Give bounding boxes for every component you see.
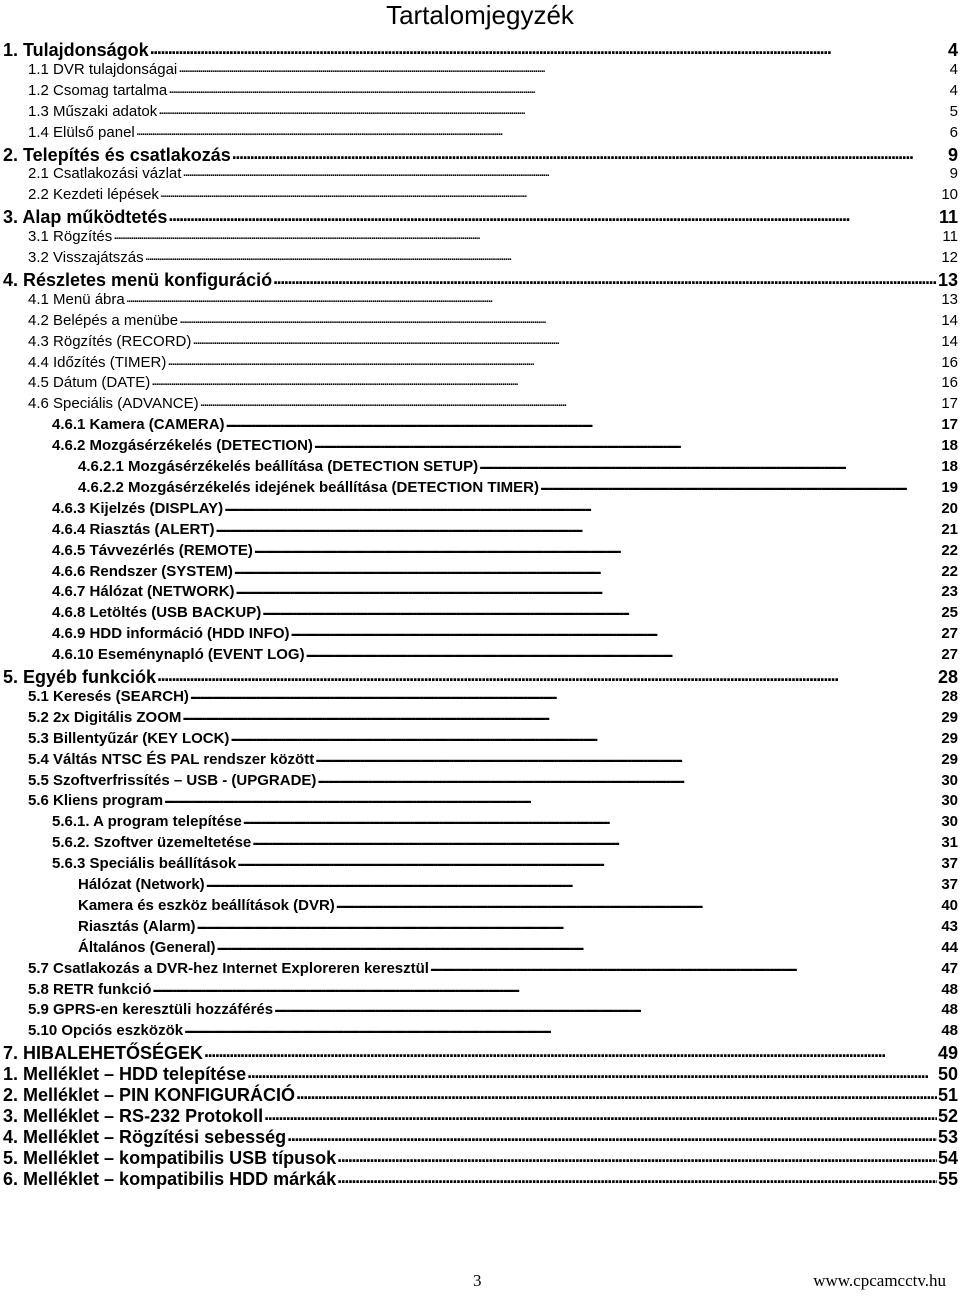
toc-entry-label: 4.6.2.2 Mozgásérzékelés idejének beállítása (DETECTION TIMER): [78, 478, 539, 496]
toc-entry-page: 10: [941, 186, 958, 204]
toc-entry[interactable]: [3, 1167, 958, 1187]
toc-entry-label: 5.6.1. A program telepítése: [52, 813, 242, 831]
toc-entry-page: 53: [937, 1126, 958, 1147]
toc-dot-leader: [152, 979, 940, 994]
toc-dot-leader: [167, 352, 940, 367]
toc-entry-label: 4.6 Speciális (ADVANCE): [28, 395, 199, 413]
toc-dot-leader: [262, 602, 940, 617]
toc-dot-leader: [315, 749, 940, 764]
toc-dot-leader: [237, 853, 940, 868]
toc-entry-page: 28: [937, 667, 958, 687]
toc-dot-leader: [157, 665, 937, 683]
toc-entry[interactable]: [28, 184, 958, 204]
toc-entry-label: 1.2 Csomag tartalma: [28, 81, 168, 99]
toc-entry-page: 9: [949, 165, 958, 183]
toc-entry[interactable]: [28, 728, 958, 748]
toc-dot-leader: [296, 1083, 937, 1101]
toc-entry-page: 47: [941, 959, 958, 977]
toc-entry-page: 14: [941, 332, 958, 350]
toc-entry-page: 30: [941, 771, 958, 789]
toc-entry-label: 4.6.2 Mozgásérzékelés (DETECTION): [52, 437, 313, 455]
toc-dot-leader: [287, 1125, 937, 1143]
toc-entry[interactable]: [3, 665, 958, 685]
toc-entry[interactable]: [28, 686, 958, 706]
toc-entry-label: 4.4 Időzítés (TIMER): [28, 353, 167, 371]
toc-entry-label: 2. Melléklet – PIN KONFIGURÁCIÓ: [3, 1085, 296, 1105]
toc-entry-label: 1.3 Műszaki adatok: [28, 102, 158, 120]
toc-entry-page: 16: [941, 374, 958, 392]
toc-entry-page: 20: [941, 499, 958, 517]
toc-entry[interactable]: [28, 999, 958, 1019]
toc-entry-label: 4. Részletes menü konfiguráció: [3, 269, 273, 290]
toc-entry[interactable]: [78, 456, 958, 476]
toc-entry-page: 14: [941, 311, 958, 329]
toc-entry-page: 5: [949, 102, 958, 120]
toc-entry-page: 19: [941, 478, 958, 496]
toc-entry-page: 43: [941, 917, 958, 935]
toc-entry[interactable]: [3, 205, 958, 228]
footer-url: www.cpcamcctv.hu: [813, 1271, 946, 1290]
toc-entry-label: 1.4 Elülső panel: [28, 123, 135, 141]
toc-entry-page: 37: [941, 855, 958, 873]
page-title: Tartalomjegyzék: [386, 0, 574, 30]
toc-entry[interactable]: [3, 1083, 958, 1103]
toc-entry[interactable]: [28, 101, 958, 121]
toc-entry-page: 28: [941, 687, 958, 705]
toc-dot-leader: [158, 101, 948, 116]
toc-entry-label: 4.6.10 Eseménynapló (EVENT LOG): [52, 646, 305, 664]
toc-entry[interactable]: [3, 1104, 958, 1124]
toc-entry-label: 4.6.9 HDD információ (HDD INFO): [52, 625, 290, 643]
toc-entry-label: 4.6.8 Letöltés (USB BACKUP): [52, 604, 262, 622]
toc-entry-label: 3.1 Rögzítés: [28, 228, 113, 246]
toc-dot-leader: [168, 205, 938, 223]
toc-dot-leader: [145, 247, 941, 262]
toc-entry-page: 13: [937, 269, 958, 290]
toc-entry[interactable]: [3, 38, 958, 58]
toc-entry-label: 4.6.4 Riasztás (ALERT): [52, 520, 215, 538]
toc-dot-leader: [150, 38, 947, 56]
toc-entry-page: 27: [941, 625, 958, 643]
toc-entry-label: 5.6.2. Szoftver üzemeltetése: [52, 834, 252, 852]
toc-entry[interactable]: [28, 958, 958, 978]
toc-entry-page: 48: [941, 1022, 958, 1040]
toc-entry-label: 4.6.1 Kamera (CAMERA): [52, 416, 225, 434]
toc-dot-leader: [430, 958, 940, 973]
toc-dot-leader: [197, 916, 941, 931]
toc-entry-label: 2.1 Csatlakozási vázlat: [28, 165, 182, 183]
toc-entry[interactable]: [52, 623, 958, 643]
toc-dot-leader: [337, 1146, 937, 1164]
toc-dot-leader: [306, 644, 941, 659]
toc-entry-label: 4.6.6 Rendszer (SYSTEM): [52, 562, 233, 580]
toc-entry-label: 7. HIBALEHETŐSÉGEK: [3, 1043, 204, 1064]
toc-entry[interactable]: [28, 979, 958, 999]
toc-entry[interactable]: [3, 1062, 958, 1085]
toc-dot-leader: [126, 289, 941, 304]
toc-entry-page: 9: [947, 144, 958, 165]
toc-entry-label: 5.3 Billentyűzár (KEY LOCK): [28, 729, 230, 747]
toc-entry-page: 11: [942, 228, 958, 246]
toc-dot-leader: [113, 226, 941, 241]
toc-entry-page: 12: [941, 249, 958, 266]
toc-entry[interactable]: [78, 937, 958, 957]
toc-entry-label: 4.2 Belépés a menübe: [28, 311, 179, 329]
toc-entry-page: 29: [941, 729, 958, 747]
toc-dot-leader: [164, 790, 940, 805]
toc-entry[interactable]: [78, 895, 958, 915]
toc-entry[interactable]: [52, 540, 958, 560]
toc-entry-page: 4: [949, 81, 958, 99]
toc-dot-leader: [252, 832, 940, 847]
toc-dot-leader: [216, 519, 941, 534]
toc-entry[interactable]: [3, 143, 958, 163]
toc-entry[interactable]: [52, 435, 958, 455]
toc-entry-label: 4. Melléklet – Rögzítési sebesség: [3, 1126, 287, 1147]
toc-entry-label: 4.6.7 Hálózat (NETWORK): [52, 583, 235, 601]
toc-entry-label: 4.3 Rögzítés (RECORD): [28, 332, 192, 350]
toc-entry[interactable]: [52, 853, 958, 873]
toc-entry[interactable]: [28, 331, 958, 351]
toc-entry[interactable]: [28, 122, 958, 142]
toc-entry-page: 18: [941, 458, 958, 475]
toc-entry-page: 11: [938, 207, 958, 228]
toc-entry[interactable]: [28, 80, 958, 100]
toc-entry-label: 1. Tulajdonságok: [3, 40, 149, 60]
toc-dot-leader: [160, 184, 940, 199]
toc-dot-leader: [247, 1062, 937, 1080]
toc-entry[interactable]: [52, 602, 958, 622]
toc-entry-page: 29: [941, 750, 958, 768]
toc-entry-page: 37: [941, 876, 958, 893]
toc-entry-label: Általános (General): [78, 938, 216, 956]
toc-entry-page: 4: [949, 60, 958, 78]
toc-entry[interactable]: [28, 247, 958, 267]
toc-entry-label: 4.5 Dátum (DATE): [28, 374, 151, 392]
toc-entry[interactable]: [28, 1020, 958, 1040]
toc-entry-label: 4.6.5 Távvezérlés (REMOTE): [52, 541, 253, 559]
toc-entry-page: 31: [941, 834, 958, 852]
toc-dot-leader: [274, 999, 940, 1014]
toc-entry-page: 4: [947, 40, 958, 60]
toc-dot-leader: [236, 581, 941, 596]
toc-entry-page: 51: [937, 1085, 958, 1105]
toc-entry[interactable]: [28, 163, 958, 183]
toc-entry[interactable]: [28, 393, 958, 413]
toc-entry-page: 18: [941, 437, 958, 455]
toc-dot-leader: [314, 435, 940, 450]
toc-dot-leader: [204, 1041, 937, 1059]
toc-entry[interactable]: [28, 226, 958, 246]
toc-entry-page: 48: [941, 1001, 958, 1019]
toc-entry-label: 5. Melléklet – kompatibilis USB típusok: [3, 1147, 337, 1168]
toc-dot-leader: [264, 1104, 937, 1122]
toc-dot-leader: [192, 331, 940, 346]
toc-dot-leader: [217, 937, 941, 952]
toc-dot-leader: [317, 770, 940, 785]
toc-entry[interactable]: [28, 749, 958, 769]
toc-entry-label: 5.6.3 Speciális beállítások: [52, 855, 237, 873]
toc-entry[interactable]: [52, 644, 958, 664]
toc-entry[interactable]: [28, 707, 958, 727]
toc-dot-leader: [151, 372, 940, 387]
toc-entry-page: 27: [941, 646, 958, 664]
toc-entry[interactable]: [52, 498, 958, 518]
toc-dot-leader: [540, 477, 940, 492]
toc-entry-label: 5. Egyéb funkciók: [3, 667, 157, 687]
toc-entry-page: 17: [941, 395, 958, 413]
toc-entry-label: 1.1 DVR tulajdonságai: [28, 60, 178, 78]
toc-dot-leader: [273, 268, 937, 286]
toc-entry-label: Kamera és eszköz beállítások (DVR): [78, 896, 335, 914]
toc-dot-leader: [337, 1167, 937, 1185]
toc-entry-page: 22: [941, 562, 958, 580]
toc-entry-page: 40: [941, 896, 958, 914]
toc-entry-label: Riasztás (Alarm): [78, 917, 196, 935]
toc-dot-leader: [190, 686, 940, 701]
toc-entry[interactable]: [28, 289, 958, 309]
toc-entry-page: 16: [941, 353, 958, 371]
toc-dot-leader: [254, 540, 940, 555]
toc-dot-leader: [182, 163, 948, 178]
toc-entry-page: 13: [941, 290, 958, 308]
toc-entry[interactable]: [28, 372, 958, 392]
toc-dot-leader: [226, 414, 941, 429]
toc-dot-leader: [168, 80, 948, 95]
toc-entry-label: 5.2 2x Digitális ZOOM: [28, 708, 182, 726]
toc-entry-page: 44: [941, 938, 958, 956]
toc-entry[interactable]: [3, 1041, 958, 1064]
toc-entry-label: 1. Melléklet – HDD telepítése: [3, 1064, 247, 1085]
toc-entry-page: 52: [937, 1105, 958, 1126]
toc-dot-leader: [224, 498, 940, 513]
toc-dot-leader: [336, 895, 941, 910]
page-number: 3: [473, 1271, 482, 1290]
toc-entry-label: 3. Melléklet – RS-232 Protokoll: [3, 1105, 264, 1126]
toc-entry[interactable]: [78, 874, 958, 894]
toc-entry-label: 3.2 Visszajátszás: [28, 249, 144, 266]
toc-entry-page: 6: [949, 123, 958, 141]
toc-entry-label: 5.1 Keresés (SEARCH): [28, 687, 189, 705]
toc-entry-page: 48: [941, 980, 958, 998]
toc-entry-page: 22: [941, 541, 958, 559]
toc-dot-leader: [243, 811, 941, 826]
toc-entry[interactable]: [52, 811, 958, 831]
toc-entry[interactable]: [52, 519, 958, 539]
toc-entry-page: 30: [941, 813, 958, 831]
toc-entry-label: 4.6.3 Kijelzés (DISPLAY): [52, 499, 224, 517]
toc-dot-leader: [291, 623, 941, 638]
toc-entry-page: 21: [941, 520, 958, 538]
toc-entry-page: 49: [937, 1043, 958, 1064]
toc-entry[interactable]: [3, 1146, 958, 1166]
toc-entry[interactable]: [78, 916, 958, 936]
toc-entry-page: 30: [941, 792, 958, 810]
toc-entry-label: 5.10 Opciós eszközök: [28, 1022, 184, 1040]
toc-entry-label: 5.5 Szoftverfrissítés – USB - (UPGRADE): [28, 771, 317, 789]
toc-entry[interactable]: [28, 352, 958, 372]
toc-entry[interactable]: [52, 561, 958, 581]
toc-dot-leader: [206, 874, 941, 889]
toc-entry-label: 5.4 Váltás NTSC ÉS PAL rendszer között: [28, 750, 315, 768]
toc-entry-page: 54: [937, 1147, 958, 1168]
toc-entry[interactable]: [28, 770, 958, 790]
toc-entry-label: Hálózat (Network): [78, 876, 205, 893]
toc-entry-label: 5.9 GPRS-en keresztüli hozzáférés: [28, 1001, 274, 1019]
toc-dot-leader: [479, 456, 940, 471]
toc-entry-label: 4.6.2.1 Mozgásérzékelés beállítása (DETECTION SETUP): [78, 458, 479, 475]
toc-entry-page: 55: [937, 1168, 958, 1189]
toc-entry-page: 25: [941, 604, 958, 622]
toc-entry-page: 29: [941, 708, 958, 726]
toc-entry-label: 2.2 Kezdeti lépések: [28, 186, 159, 204]
toc-entry[interactable]: [78, 477, 958, 497]
toc-entry[interactable]: [3, 268, 958, 288]
toc-dot-leader: [178, 59, 948, 74]
toc-entry[interactable]: [52, 832, 958, 852]
toc-entry[interactable]: [52, 414, 958, 434]
toc-entry[interactable]: [28, 790, 958, 810]
toc-entry[interactable]: [28, 59, 958, 79]
toc-entry-page: 50: [937, 1064, 958, 1085]
toc-entry-page: 17: [941, 416, 958, 434]
toc-dot-leader: [200, 393, 941, 408]
toc-entry-page: 23: [941, 583, 958, 601]
toc-entry-label: 2. Telepítés és csatlakozás: [3, 144, 231, 165]
toc-dot-leader: [179, 310, 940, 325]
toc-dot-leader: [230, 728, 940, 743]
toc-entry-label: 5.6 Kliens program: [28, 792, 164, 810]
toc-entry-label: 5.8 RETR funkció: [28, 980, 152, 998]
toc-entry-label: 3. Alap működtetés: [3, 207, 168, 228]
toc-entry-label: 4.1 Menü ábra: [28, 290, 125, 308]
toc-dot-leader: [234, 561, 940, 576]
toc-entry[interactable]: [3, 1125, 958, 1145]
toc-entry-label: 6. Melléklet – kompatibilis HDD márkák: [3, 1168, 337, 1189]
toc-entry[interactable]: [52, 581, 958, 601]
toc-entry-label: 5.7 Csatlakozás a DVR-hez Internet Exploreren keresztül: [28, 959, 429, 977]
toc-dot-leader: [182, 707, 940, 722]
toc-dot-leader: [232, 143, 947, 161]
toc-dot-leader: [184, 1020, 940, 1035]
toc-entry[interactable]: [28, 310, 958, 330]
toc-dot-leader: [136, 122, 949, 137]
